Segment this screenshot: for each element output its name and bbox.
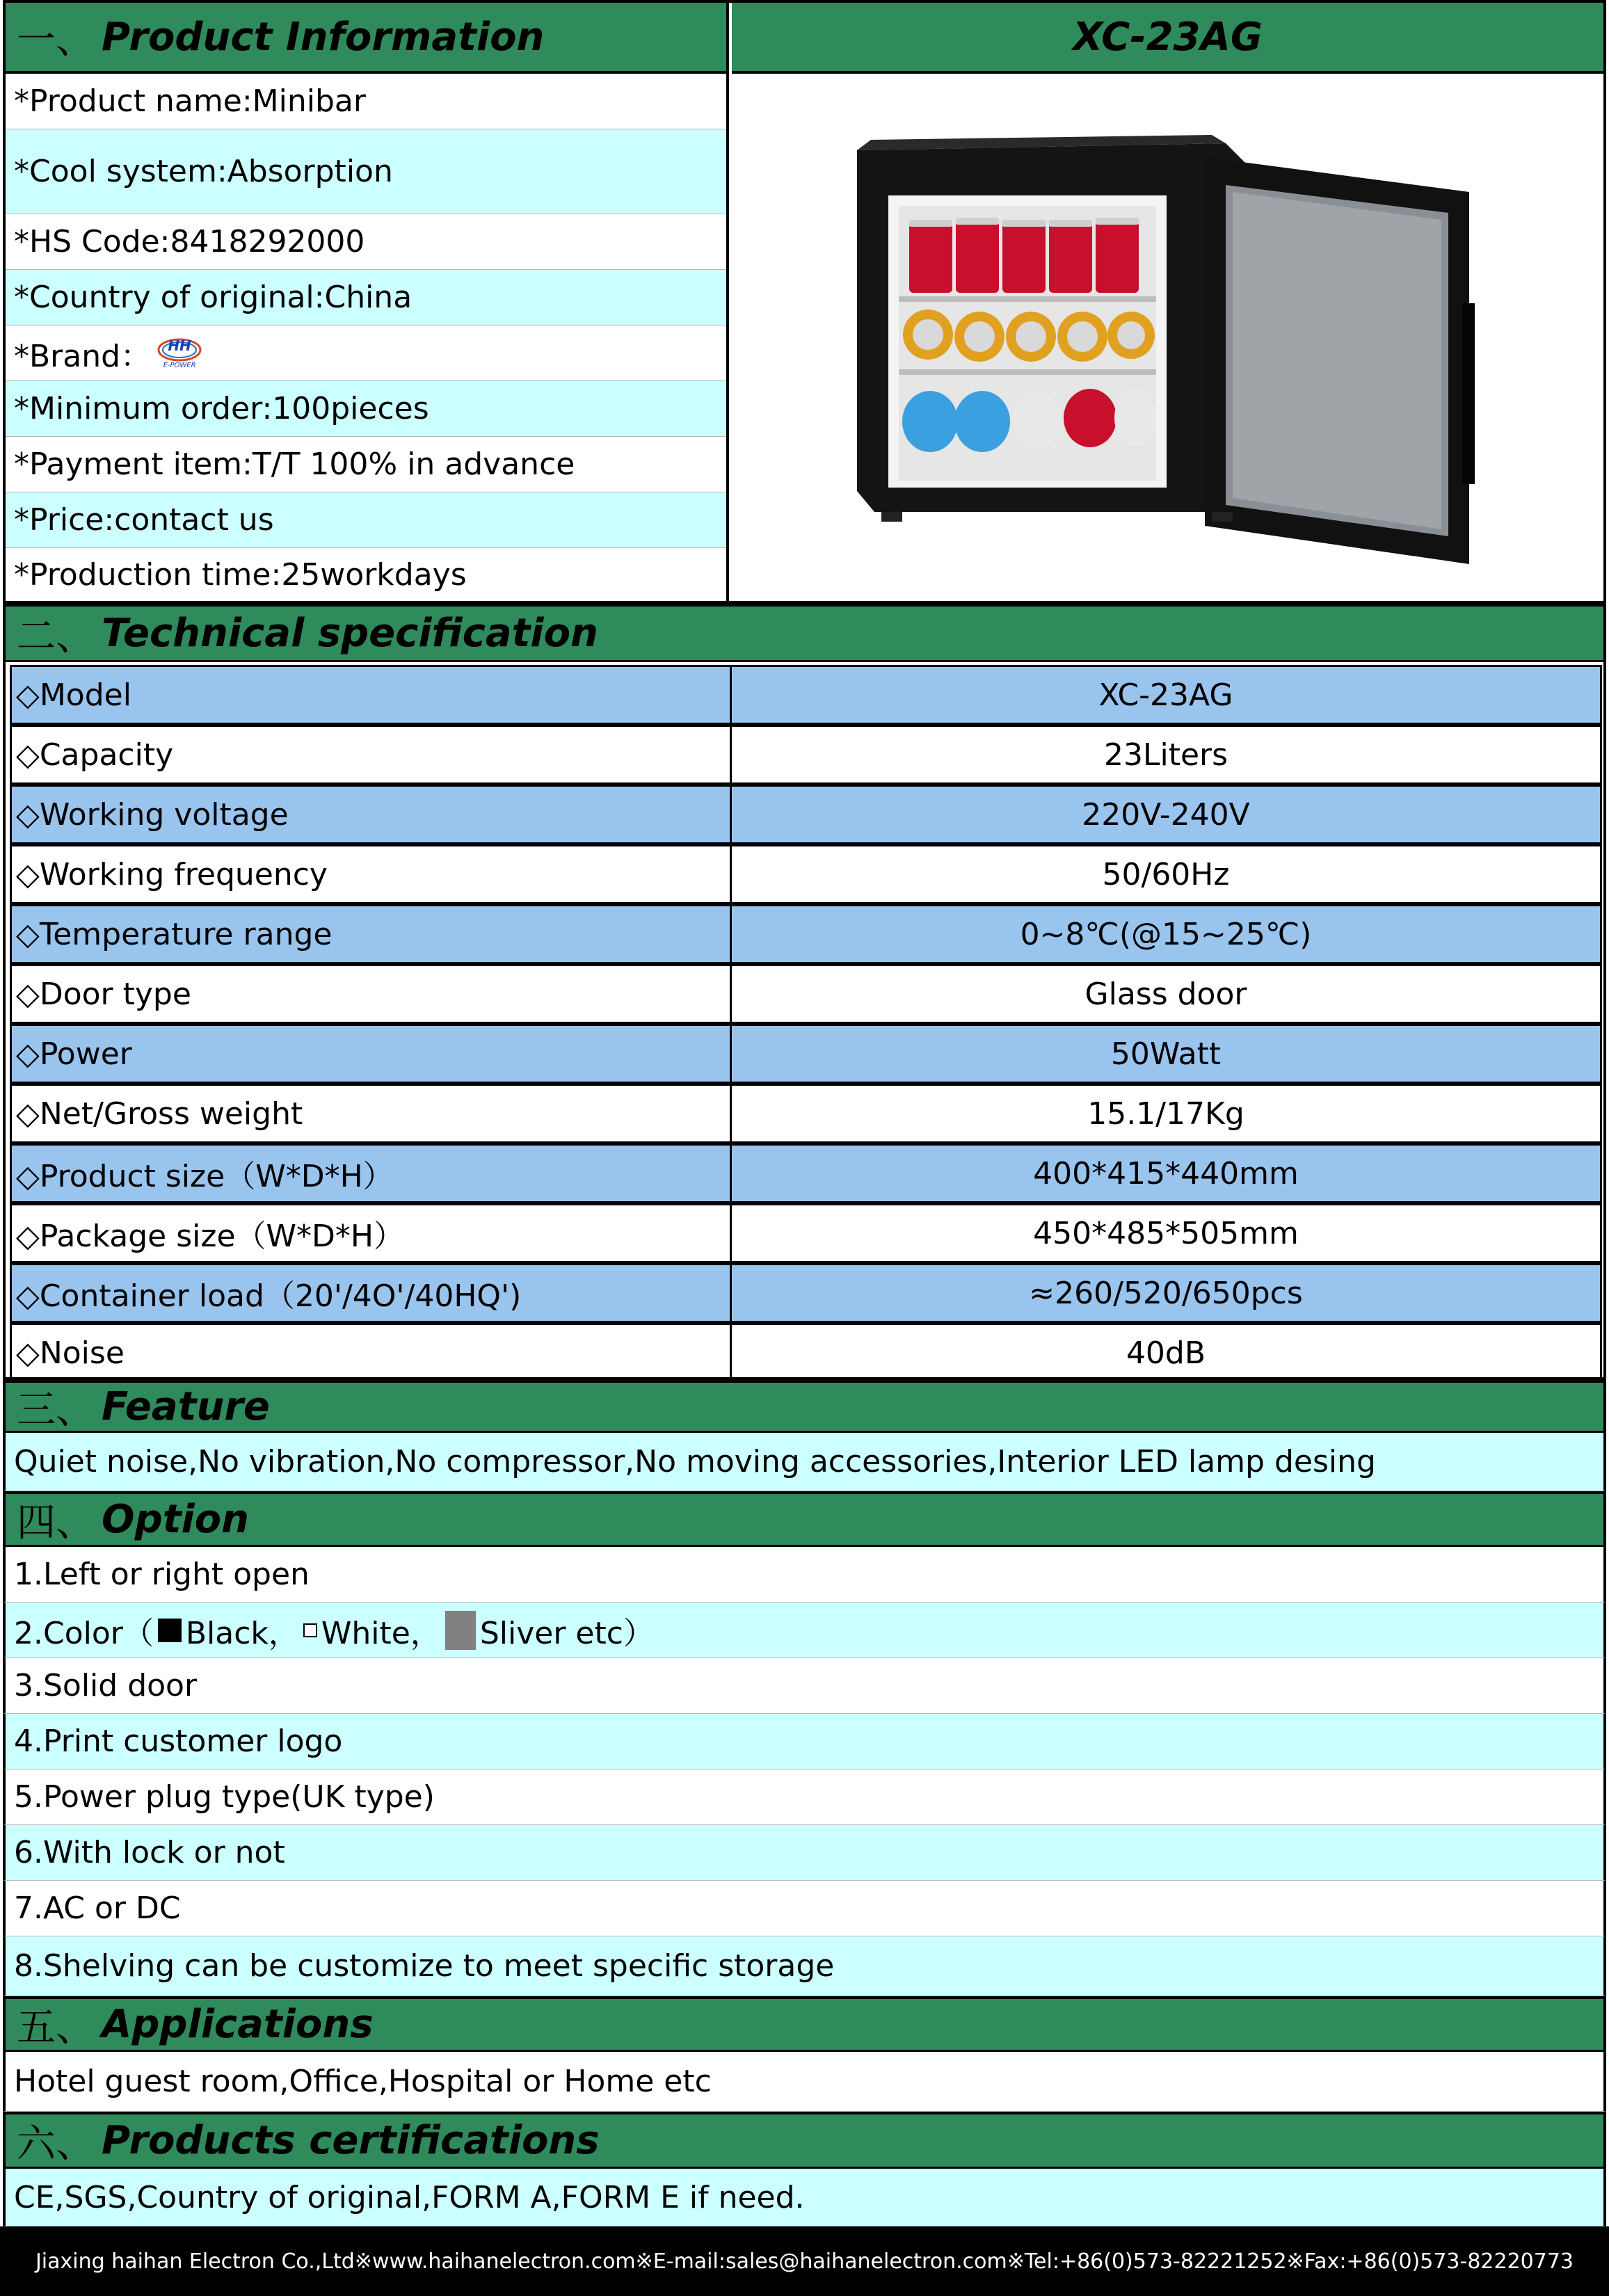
certifications-row <box>3 2169 1606 2226</box>
certifications-header <box>3 2112 1606 2169</box>
spec-key: ◇Container load（20'/4O'/40HQ') <box>12 1265 732 1321</box>
info-text: *Production time:25workdays <box>14 556 467 593</box>
option-text: 4.Print customer logo <box>14 1724 343 1759</box>
section-number: 六、 <box>17 2121 95 2167</box>
brand-logo-subtitle: E-POWER <box>163 361 196 369</box>
info-row-payment <box>6 437 726 492</box>
color-sliver-label: Sliver etc） <box>479 1615 654 1651</box>
section-number: 五、 <box>17 2005 95 2050</box>
white-square-icon <box>303 1623 317 1637</box>
info-row-cool-system <box>6 129 726 214</box>
option-row <box>3 1714 1606 1769</box>
spec-row <box>10 1323 1602 1383</box>
spec-row <box>10 1203 1602 1263</box>
feature-header <box>3 1380 1606 1433</box>
section-number: 二、 <box>17 613 95 659</box>
product-information-section <box>3 0 1606 604</box>
applications-row <box>3 2052 1606 2112</box>
spec-key: ◇Model <box>12 667 732 723</box>
option-row <box>3 1881 1606 1936</box>
option-text: 8.Shelving can be customize to meet specific storage <box>14 1948 835 1984</box>
spec-value: 0~8℃(@15~25℃) <box>1020 916 1312 952</box>
footer-contact-bar <box>0 2226 1609 2296</box>
option-text: 6.With lock or not <box>14 1835 285 1870</box>
option-row-color <box>3 1603 1606 1658</box>
spec-key: ◇Capacity <box>12 727 732 782</box>
black-square-icon <box>158 1619 182 1642</box>
spec-row <box>10 1084 1602 1143</box>
spec-value: 23Liters <box>1103 737 1228 773</box>
applications-header <box>3 1996 1606 2052</box>
info-row-hs-code <box>6 214 726 270</box>
info-text: *Price:contact us <box>14 502 274 538</box>
technical-spec-header <box>3 604 1606 662</box>
product-info-header <box>6 3 726 74</box>
info-row-price <box>6 492 726 548</box>
minibar-product-image <box>732 74 1609 601</box>
option-row <box>3 1547 1606 1603</box>
spec-value: Glass door <box>1084 976 1247 1012</box>
spec-value: 15.1/17Kg <box>1087 1095 1244 1132</box>
spec-key: ◇Door type <box>12 966 732 1022</box>
section-title: Technical specification <box>102 611 598 656</box>
spec-row <box>10 725 1602 785</box>
spec-row <box>10 1143 1602 1203</box>
spec-value: 450*485*505mm <box>1033 1215 1299 1251</box>
spec-key: ◇Net/Gross weight <box>12 1086 732 1141</box>
section-title: Product Information <box>102 14 545 60</box>
color-white-label: White， <box>321 1615 441 1651</box>
info-text: *Minimum order:100pieces <box>14 391 429 426</box>
section-number: 四、 <box>17 1500 95 1546</box>
info-text: *Brand： <box>14 338 152 374</box>
spec-value: 40dB <box>1126 1335 1206 1371</box>
spec-row <box>10 844 1602 904</box>
option-row <box>3 1825 1606 1881</box>
info-text: *Payment item:T/T 100% in advance <box>14 447 575 482</box>
product-info-left <box>6 3 729 601</box>
feature-text: Quiet noise,No vibration,No compressor,No moving accessories,Interior LED lamp desing <box>14 1444 1376 1479</box>
spec-key: ◇Working voltage <box>12 787 732 842</box>
spec-value: XC-23AG <box>1098 677 1233 713</box>
info-row-country <box>6 270 726 326</box>
spec-row <box>10 1263 1602 1323</box>
color-black-label: Black， <box>185 1615 299 1651</box>
feature-row <box>3 1433 1606 1491</box>
option-text: 1.Left or right open <box>14 1557 310 1592</box>
model-header: XC-23AG <box>732 3 1603 74</box>
option-row <box>3 1658 1606 1714</box>
option-row <box>3 1769 1606 1825</box>
section-number: 三、 <box>17 1387 95 1433</box>
spec-key: ◇Temperature range <box>12 906 732 962</box>
spec-key: ◇Noise <box>12 1325 732 1381</box>
section-title: Products certifications <box>102 2118 600 2163</box>
footer-text: Jiaxing haihan Electron Co.,Ltd※www.haihanelectron.com※E-mail:sales@haihanelectron.com※Tel:+86(0)573-82221252※Fax:+86(0)573-82220773 <box>35 2249 1574 2274</box>
info-text: *Cool system:Absorption <box>14 154 393 189</box>
spec-key: ◇Package size（W*D*H） <box>12 1205 732 1261</box>
option-text: 7.AC or DC <box>14 1890 181 1926</box>
spec-value: 50Watt <box>1110 1036 1222 1072</box>
info-text: *Product name:Minibar <box>14 83 366 119</box>
applications-text: Hotel guest room,Office,Hospital or Home etc <box>14 2064 712 2099</box>
spec-value: 50/60Hz <box>1102 856 1230 892</box>
info-text: *HS Code:8418292000 <box>14 224 365 259</box>
option-text: 5.Power plug type(UK type) <box>14 1779 435 1815</box>
section-title: Option <box>102 1497 249 1542</box>
info-row-production-time <box>6 548 726 601</box>
info-row-min-order <box>6 381 726 437</box>
info-row-product-name <box>6 74 726 129</box>
spec-key: ◇Working frequency <box>12 846 732 902</box>
info-row-brand <box>6 326 726 381</box>
info-text: *Country of original:China <box>14 280 413 315</box>
brand-logo: HH E-POWER <box>155 337 204 369</box>
spec-row <box>10 1024 1602 1084</box>
spec-key: ◇Product size（W*D*H） <box>12 1146 732 1201</box>
spec-value: 220V-240V <box>1082 796 1250 833</box>
spec-value: 400*415*440mm <box>1033 1155 1299 1191</box>
spec-row <box>10 785 1602 844</box>
product-info-right <box>732 3 1603 601</box>
section-title: Applications <box>102 2002 374 2047</box>
option-text: 2.Color（ <box>14 1615 154 1651</box>
spec-value: ≈260/520/650pcs <box>1029 1275 1303 1311</box>
section-number: 一、 <box>17 17 95 63</box>
option-row <box>3 1936 1606 1996</box>
option-text: 3.Solid door <box>14 1668 198 1703</box>
certifications-text: CE,SGS,Country of original,FORM A,FORM E if need. <box>14 2179 805 2215</box>
section-title: Feature <box>102 1384 270 1429</box>
technical-spec-section <box>3 662 1606 1380</box>
spec-row <box>10 665 1602 725</box>
spec-row <box>10 904 1602 964</box>
spec-row <box>10 964 1602 1024</box>
spec-key: ◇Power <box>12 1026 732 1082</box>
option-header <box>3 1491 1606 1547</box>
gray-square-icon <box>445 1611 476 1650</box>
